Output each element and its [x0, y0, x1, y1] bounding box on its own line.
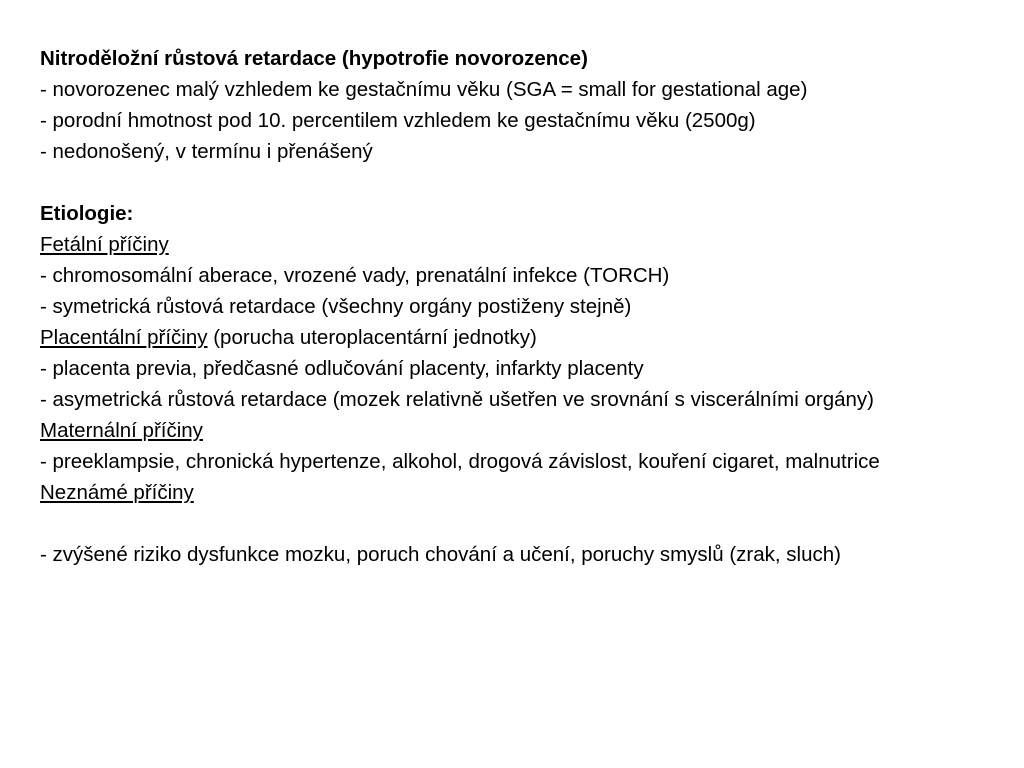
spacer	[40, 167, 985, 198]
intro-item-sga: - novorozenec malý vzhledem ke gestačnímu věku (SGA = small for gestational age)	[40, 78, 808, 101]
fetal-cause-item: - chromosomální aberace, vrozené vady, prenatální infekce (TORCH)	[40, 264, 670, 287]
intro-item-birth-weight: - porodní hmotnost pod 10. percentilem vzhledem ke gestačnímu věku (2500g)	[40, 109, 756, 132]
spacer	[40, 508, 985, 539]
placental-cause-item: - asymetrická růstová retardace (mozek relativně ušetřen ve srovnání s viscerálními orgány)	[40, 388, 874, 411]
unknown-causes-title: Neznámé příčiny	[40, 481, 194, 504]
intro-item-gestation: - nedonošený, v termínu i přenášený	[40, 140, 373, 163]
placental-causes-note: (porucha uteroplacentární jednotky)	[207, 326, 537, 349]
placental-causes-title: Placentální příčiny	[40, 326, 208, 349]
consequence-item: - zvýšené riziko dysfunkce mozku, poruch chování a učení, poruchy smyslů (zrak, sluch)	[40, 543, 841, 566]
maternal-causes-title: Maternální příčiny	[40, 419, 203, 442]
maternal-causes-heading	[40, 415, 985, 446]
fetal-cause-item: - symetrická růstová retardace (všechny orgány postiženy stejně)	[40, 295, 632, 318]
fetal-causes-title: Fetální příčiny	[40, 233, 169, 256]
unknown-causes-heading	[40, 477, 985, 508]
placental-cause-item: - placenta previa, předčasné odlučování placenty, infarkty placenty	[40, 357, 644, 380]
placental-causes-heading	[40, 322, 985, 353]
fetal-causes-heading	[40, 229, 985, 260]
slide-title: Nitroděložní růstová retardace (hypotrofie novorozence)	[40, 47, 588, 70]
slide-content	[40, 43, 985, 570]
maternal-cause-item: - preeklampsie, chronická hypertenze, alkohol, drogová závislost, kouření cigaret, malnutrice	[40, 450, 880, 473]
etiology-heading: Etiologie:	[40, 202, 134, 225]
